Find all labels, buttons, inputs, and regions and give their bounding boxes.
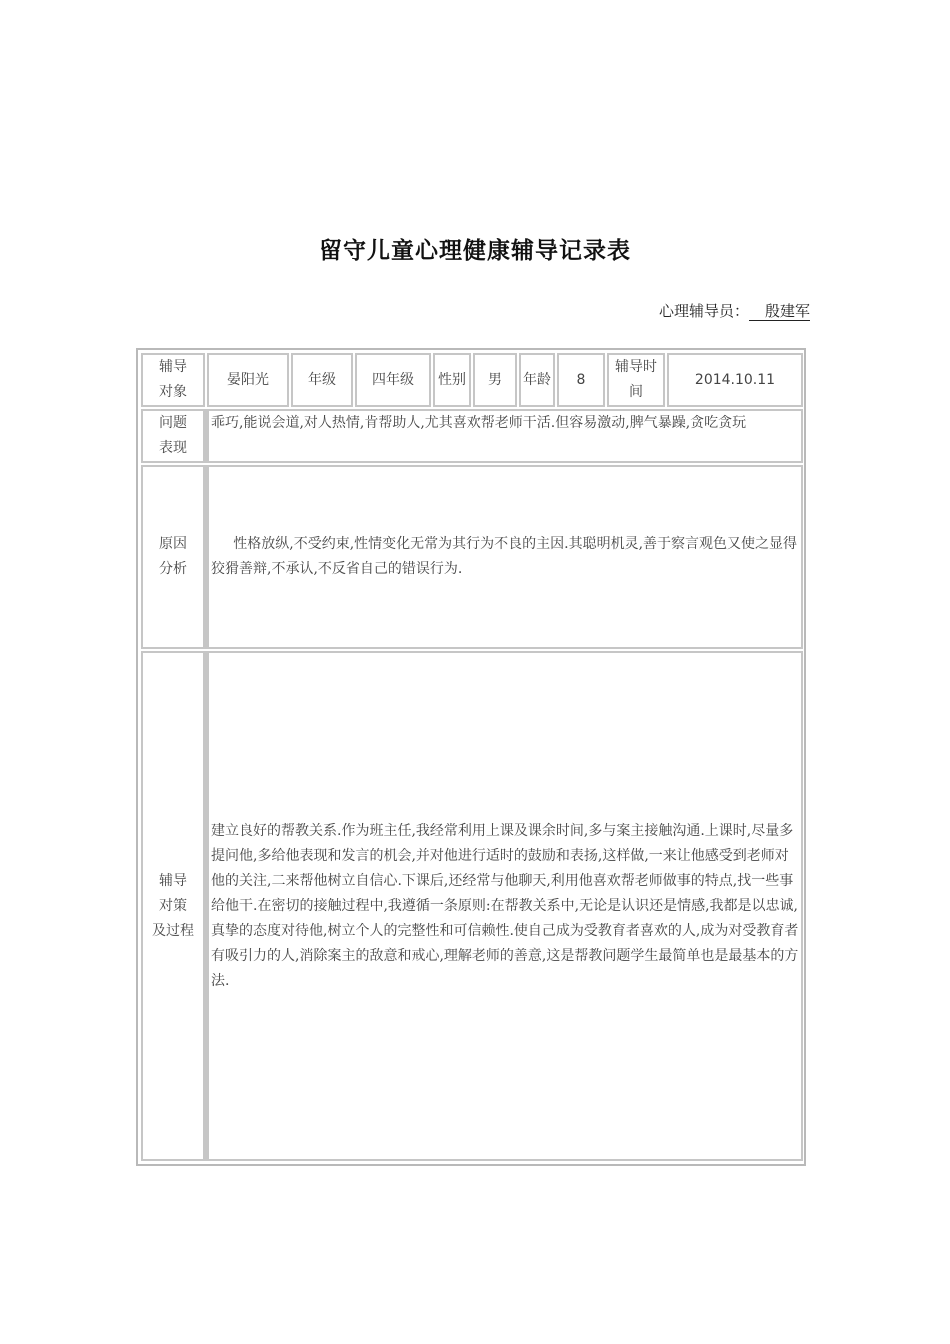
counselor-label: 心理辅导员： — [658, 302, 749, 320]
time-label-cell — [607, 353, 665, 407]
gender-value: 男 — [488, 371, 502, 388]
problem-text: 乖巧,能说会道,对人热情,肯帮助人,尤其喜欢帮老师干活.但容易激动,脾气暴躁,贪吃贪玩 — [211, 415, 747, 431]
grade-value: 四年级 — [372, 371, 414, 388]
subject-value-cell — [207, 353, 289, 407]
time-label-line2: 间 — [629, 384, 643, 400]
cause-label-line1: 原因 — [159, 536, 187, 552]
subject-label-cell — [141, 353, 205, 407]
strategy-label-cell — [141, 651, 205, 1161]
gender-label: 性别 — [438, 371, 466, 388]
subject-value: 晏阳光 — [227, 371, 269, 388]
age-value: 8 — [576, 371, 586, 388]
counseling-record-table — [136, 348, 806, 1166]
cause-text-cell — [205, 465, 803, 649]
age-label-cell — [519, 353, 555, 407]
strategy-text: 建立良好的帮教关系.作为班主任,我经常利用上课及课余时间,多与案主接触沟通.上课时,尽量多提问他,多给他表现和发言的机会,并对他进行适时的鼓励和表扬,这样做,一来让他感受到老师对他的关注,二来帮他树立自信心.下课后,还经常与他聊天,利用他喜欢帮老师做事的特点,找一些事给他干.在密切的接触过程中,我遵循一条原则:在帮教关系中,无论是认识还是情感,我都是以忠诚,真挚的态度对待他,树立个人的完整性和可信赖性.使自己成为受教育者喜欢的人,成为对受教育者有吸引力的人,消除案主的敌意和戒心,理解老师的善意,这是帮教问题学生最简单也是最基本的方法. — [211, 822, 799, 989]
counselor-line — [600, 300, 810, 321]
time-value-cell — [667, 353, 803, 407]
counselor-name: 殷建军 — [749, 302, 810, 321]
strategy-label-line2: 对策 — [159, 897, 187, 914]
strategy-text-cell — [205, 651, 803, 1161]
grade-label: 年级 — [308, 371, 336, 388]
cause-text: 性格放纵,不受约束,性情变化无常为其行为不良的主因.其聪明机灵,善于察言观色又使之显得狡猾善辩,不承认,不反省自己的错误行为. — [211, 536, 798, 577]
problem-label-line1: 问题 — [159, 415, 187, 431]
strategy-label-line3: 及过程 — [152, 922, 194, 939]
gender-value-cell — [473, 353, 517, 407]
age-value-cell — [557, 353, 605, 407]
subject-label-line2: 对象 — [159, 384, 187, 400]
time-value: 2014.10.11 — [694, 371, 776, 388]
grade-label-cell — [291, 353, 353, 407]
subject-label-line1: 辅导 — [159, 359, 187, 375]
strategy-label-line1: 辅导 — [159, 872, 187, 889]
form-title: 留守儿童心理健康辅导记录表 — [319, 238, 631, 264]
gender-label-cell — [433, 353, 471, 407]
cause-label-cell — [141, 465, 205, 649]
cause-label-line2: 分析 — [159, 561, 187, 577]
age-label: 年龄 — [523, 371, 551, 388]
problem-label-cell — [141, 409, 205, 463]
problem-text-cell — [205, 409, 803, 463]
time-label-line1: 辅导时 — [615, 359, 657, 375]
grade-value-cell — [355, 353, 431, 407]
problem-label-line2: 表现 — [159, 440, 187, 456]
